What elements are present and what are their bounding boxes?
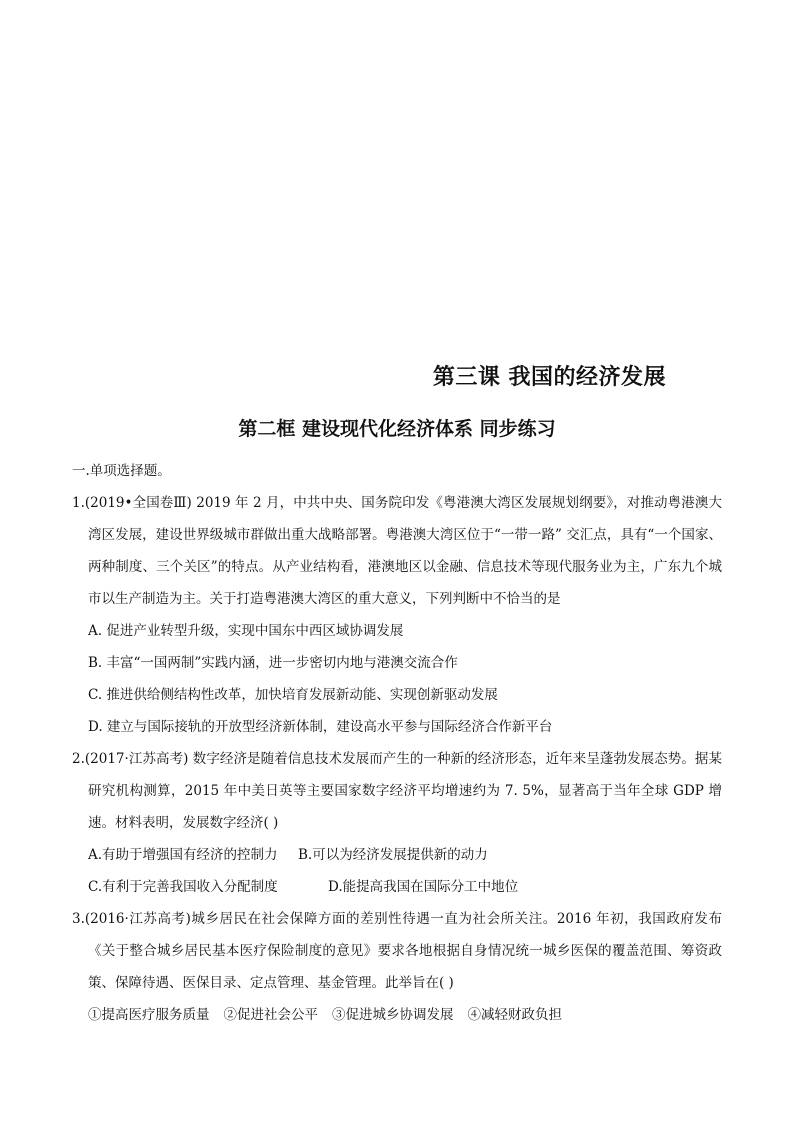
question-3-items bbox=[72, 999, 722, 1031]
question-1-stem: 1.(2019•全国卷Ⅲ) 2019 年 2 月，中共中央、国务院印发《粤港澳大湾区发展规划纲要》，对推动粤港澳大湾区发展，建设世界级城市群做出重大战略部署。粤港澳大湾区位于“一带一路” 交汇点，具有“一个国家、两种制度、三个关区”的特点。从产业结构看，港澳地区以金融、信息技术等现代服务业为主，广东九个城市以生产制造为主。关于打造粤港澳大湾区的重大意义，下列判断中不恰当的是 bbox=[72, 495, 722, 607]
lesson-title: 第三课 我国的经济发展 bbox=[432, 364, 666, 390]
question-2-stem: 2.(2017·江苏高考) 数字经济是随着信息技术发展而产生的一种新的经济形态，近年来呈蓬勃发展态势。据某研究机构测算，2015 年中美日英等主要国家数字经济平均增速约为 7. 5%，显著高于当年全球 GDP 增速。材料表明，发展数字经济( ) bbox=[72, 751, 722, 831]
question-3-item-1: ①提高医疗服务质量 bbox=[88, 1007, 210, 1023]
question-3-stem: 3.(2016·江苏高考)城乡居民在社会保障方面的差别性待遇一直为社会所关注。2016 年初，我国政府发布《关于整合城乡居民基本医疗保险制度的意见》要求各地根据自身情况统一城乡医保的覆盖范围、筹资政策、保障待遇、医保目录、定点管理、基金管理。此举旨在( ) bbox=[72, 911, 722, 991]
question-2-option-c: C.有利于完善我国收入分配制度 bbox=[88, 879, 278, 895]
question-1-option-c: C. 推进供给侧结构性改革，加快培育发展新动能、实现创新驱动发展 bbox=[88, 687, 498, 703]
section-title: 第二框 建设现代化经济体系 同步练习 bbox=[238, 418, 556, 440]
question-1-option-d: D. 建立与国际接轨的开放型经济新体制，建设高水平参与国际经济合作新平台 bbox=[88, 719, 553, 735]
question-2-option-a: A.有助于增强国有经济的控制力 bbox=[88, 847, 278, 863]
exercise-content bbox=[72, 455, 722, 1031]
question-1-option-a: A. 促进产业转型升级，实现中国东中西区域协调发展 bbox=[88, 623, 404, 639]
question-3-item-4: ④减轻财政负担 bbox=[467, 1007, 562, 1023]
question-2-option-b: B.可以为经济发展提供新的动力 bbox=[298, 847, 488, 863]
question-3 bbox=[72, 903, 722, 1031]
question-3-item-2: ②促进社会公平 bbox=[223, 1007, 318, 1023]
question-2-options-row-2 bbox=[72, 871, 722, 903]
question-2-options-row-1 bbox=[72, 839, 722, 871]
question-2-option-d: D.能提高我国在国际分工中地位 bbox=[328, 879, 519, 895]
question-1 bbox=[72, 487, 722, 743]
question-3-item-3: ③促进城乡协调发展 bbox=[332, 1007, 454, 1023]
part-heading: 一.单项选择题。 bbox=[72, 463, 171, 479]
question-1-option-b: B. 丰富“一国两制”实践内涵，进一步密切内地与港澳交流合作 bbox=[88, 655, 458, 671]
question-2 bbox=[72, 743, 722, 903]
